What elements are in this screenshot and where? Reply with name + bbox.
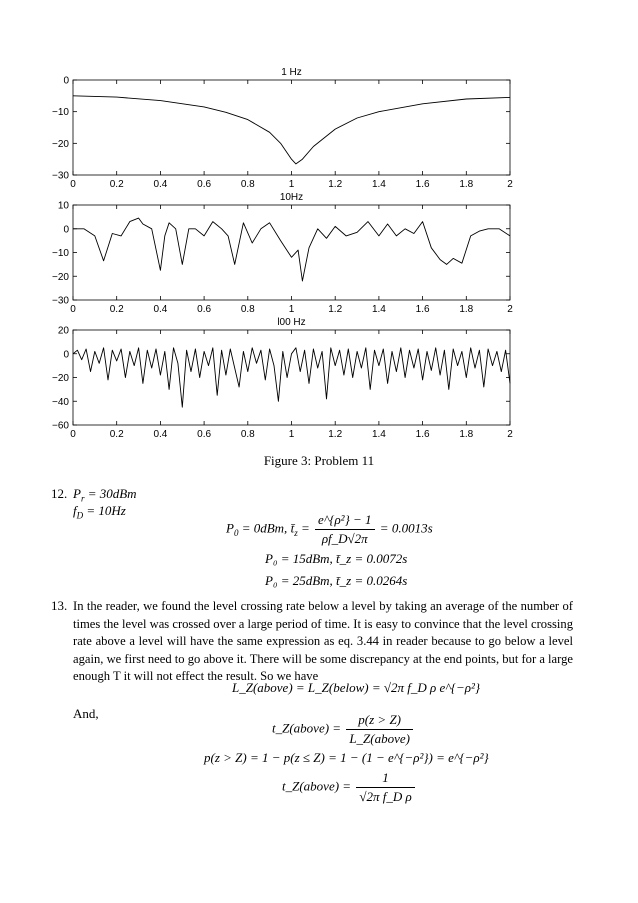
eq1-denominator: ρf_D√2π (321, 531, 368, 546)
plot-1hz (52, 67, 513, 190)
problem-12-fd: $f_D = 10Hz$ (73, 503, 126, 521)
x-tick-label: 2 (507, 429, 513, 440)
x-tick-label: 2 (507, 304, 513, 315)
x-tick-label: 1.6 (415, 429, 430, 440)
series-line (73, 348, 510, 407)
y-tick-label: −20 (52, 271, 69, 283)
x-tick-label: 0.2 (109, 429, 124, 440)
x-tick-label: 0.4 (153, 304, 168, 315)
x-tick-label: 0.6 (197, 179, 212, 190)
x-tick-label: 1.6 (415, 304, 430, 315)
plot-frame (73, 205, 510, 300)
x-tick-label: 0.6 (197, 304, 212, 315)
y-tick-label: 0 (63, 224, 69, 236)
x-tick-label: 1 (288, 304, 295, 315)
y-tick-label: −30 (52, 295, 69, 307)
x-tick-label: 0.2 (109, 179, 124, 190)
series-line (73, 218, 510, 281)
equation-p-above: p(z > Z) = 1 − p(z ≤ Z) = 1 − (1 − e^{−ρ²}) = e^{−ρ²} (204, 750, 489, 765)
plot-100hz (52, 317, 513, 440)
plot-frame (73, 80, 510, 175)
x-tick-label: 2 (507, 179, 513, 190)
x-tick-label: 1 (288, 179, 295, 190)
x-tick-label: 0.8 (240, 429, 255, 440)
plot-10hz (52, 192, 513, 315)
x-tick-label: 1.2 (328, 179, 343, 190)
x-tick-label: 1.4 (371, 429, 386, 440)
y-tick-label: 10 (57, 200, 69, 212)
equation-tz-final: t_Z(above) = $\frac{1}{\text{√2π f\_D ρ}}$ (282, 770, 417, 805)
y-tick-label: −10 (52, 248, 69, 259)
equation-p0-15dbm: P₀ = 15dBm, t̄_z = 0.0072s (265, 551, 408, 566)
y-tick-label: 0 (63, 75, 69, 87)
x-tick-label: 0 (70, 304, 76, 315)
eq1-numerator: e^{ρ²} − 1 (315, 512, 375, 530)
y-tick-label: −20 (52, 373, 69, 384)
x-tick-label: 1.8 (459, 304, 474, 315)
y-tick-label: −60 (52, 420, 69, 432)
figure-caption: Figure 3: Problem 11 (263, 453, 375, 468)
x-tick-label: 0.2 (109, 304, 124, 315)
x-tick-label: 1.2 (328, 429, 343, 440)
plot-title: 1 Hz (281, 67, 302, 78)
equation-p0-0dbm: $P_0 = 0dBm$, $t̄_z$ = $\frac{\text{e\textasciicircum{}\{ρ²\} − 1}}{\rho f\_D√2\pi}$ = 0.0013s (226, 512, 433, 546)
y-tick-label: −30 (52, 170, 69, 182)
y-tick-label: 20 (57, 325, 69, 337)
x-tick-label: 0.4 (153, 429, 168, 440)
x-tick-label: 0.8 (240, 304, 255, 315)
equation-lz: L_Z(above) = L_Z(below) = √2π f_D ρ e^{−ρ²} (232, 680, 481, 695)
x-tick-label: 1.6 (415, 179, 430, 190)
y-tick-label: −10 (52, 107, 69, 119)
problem-12-pr: $P_r = 30dBm$ (73, 486, 137, 504)
x-tick-label: 1.8 (459, 179, 474, 190)
problem-13-paragraph: In the reader, we found the level crossing rate below a level by taking an average of the number of times the level was crossed over a large period of time. It is easy to convince that the level crossing rate above a level will have the same expression as eq. 3.44 in reader because to go below a level again, we first need to go above it. There will be some discrepancy at the end points, but for a large enough T it will not effect the result. So we have (73, 599, 573, 684)
x-tick-label: 1.8 (459, 429, 474, 440)
y-tick-label: −20 (52, 138, 69, 150)
problem-12-number: 12. (51, 486, 68, 501)
problem-13-number: 13. (51, 598, 68, 613)
plot-title: 10Hz (279, 192, 304, 203)
x-tick-label: 0.4 (153, 179, 168, 190)
x-tick-label: 1.4 (371, 179, 386, 190)
x-tick-label: 0 (70, 179, 76, 190)
y-tick-label: −40 (52, 396, 69, 408)
series-line (73, 96, 510, 164)
x-tick-label: 1.4 (371, 304, 386, 315)
x-tick-label: 0 (70, 429, 76, 440)
plot-frame (73, 330, 510, 425)
x-tick-label: 0.8 (240, 179, 255, 190)
equation-p0-25dbm: P₀ = 25dBm, t̄_z = 0.0264s (265, 573, 408, 588)
x-tick-label: 1.2 (328, 304, 343, 315)
x-tick-label: 0.6 (197, 429, 212, 440)
plot-title: l00 Hz (277, 317, 306, 328)
y-tick-label: 0 (63, 349, 69, 361)
x-tick-label: 1 (288, 429, 295, 440)
and-label: And, (73, 706, 99, 721)
figure-3 (0, 55, 638, 450)
equation-tz-ratio: t_Z(above) = $\frac{p(z > Z)}{\text{L\_Z(above)}}$ (272, 712, 415, 747)
